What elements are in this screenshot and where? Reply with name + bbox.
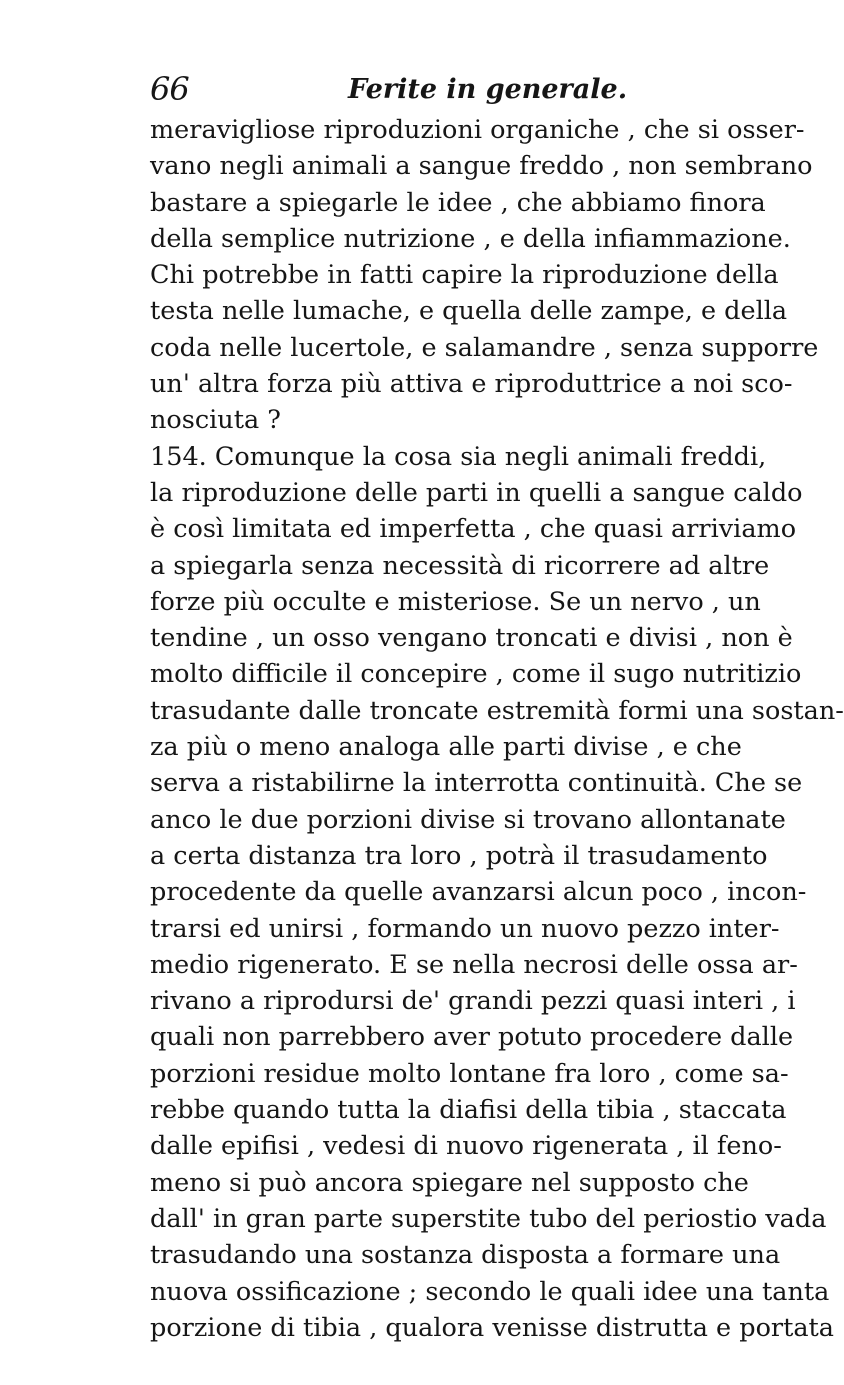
text-line: è così limitata ed imperfetta , che quasi arriviamo (150, 514, 797, 545)
text-line: dall' in gran parte superstite tubo del periostio vada (150, 1203, 827, 1234)
text-line: rebbe quando tutta la diafisi della tibia , staccata (150, 1095, 787, 1126)
text-line: Chi potrebbe in fatti capire la riproduzione della (150, 260, 779, 291)
page-number: 66 (150, 70, 189, 108)
text-line: forze più occulte e misteriose. Se un nervo , un (150, 586, 761, 617)
text-line: trasudante dalle troncate estremità formi una sostan- (150, 695, 844, 726)
text-line: a certa distanza tra loro , potrà il trasudamento (150, 840, 768, 871)
text-line: la riproduzione delle parti in quelli a sangue caldo (150, 477, 803, 508)
text-line: nuova ossificazione ; secondo le quali idee una tanta (150, 1276, 830, 1307)
text-line: trasudando una sostanza disposta a formare una (150, 1240, 781, 1271)
running-title: Ferite in generale. (348, 74, 628, 105)
page-header (0, 70, 800, 110)
text-line: 154. Comunque la cosa sia negli animali freddi, (150, 441, 767, 472)
text-line: tendine , un osso vengano troncati e divisi , non è (150, 623, 793, 654)
text-line: bastare a spiegarle le idee , che abbiamo finora (150, 187, 766, 218)
body-text (150, 112, 844, 1346)
text-line: za più o meno analoga alle parti divise , e che (150, 732, 742, 763)
text-line: vano negli animali a sangue freddo , non sembrano (150, 151, 813, 182)
text-line: serva a ristabilirne la interrotta continuità. Che se (150, 768, 803, 799)
text-line: nosciuta ? (150, 405, 281, 436)
text-line: molto difficile il concepire , come il sugo nutritizio (150, 659, 802, 690)
text-line: medio rigenerato. E se nella necrosi delle ossa ar- (150, 949, 798, 980)
text-line: quali non parrebbero aver potuto procedere dalle (150, 1022, 794, 1053)
text-line: trarsi ed unirsi , formando un nuovo pezzo inter- (150, 913, 780, 944)
text-line: a spiegarla senza necessità di ricorrere ad altre (150, 550, 770, 581)
text-line: porzione di tibia , qualora venisse distrutta e portata (150, 1312, 835, 1343)
text-line: meno si può ancora spiegare nel supposto che (150, 1167, 749, 1198)
text-line: testa nelle lumache, e quella delle zampe, e della (150, 296, 788, 327)
text-line: della semplice nutrizione , e della infiammazione. (150, 223, 791, 254)
text-line: meravigliose riproduzioni organiche , che si osser- (150, 115, 805, 145)
text-line: un' altra forza più attiva e riproduttrice a noi sco- (150, 369, 793, 400)
text-line: anco le due porzioni divise si trovano allontanate (150, 804, 786, 835)
text-line: dalle epifisi , vedesi di nuovo rigenerata , il feno- (150, 1131, 782, 1162)
text-line: coda nelle lucertole, e salamandre , senza supporre (150, 332, 819, 363)
text-line: rivano a riprodursi de' grandi pezzi quasi interi , i (150, 986, 796, 1017)
text-line: porzioni residue molto lontane fra loro , come sa- (150, 1058, 789, 1089)
text-line: procedente da quelle avanzarsi alcun poco , incon- (150, 877, 807, 908)
